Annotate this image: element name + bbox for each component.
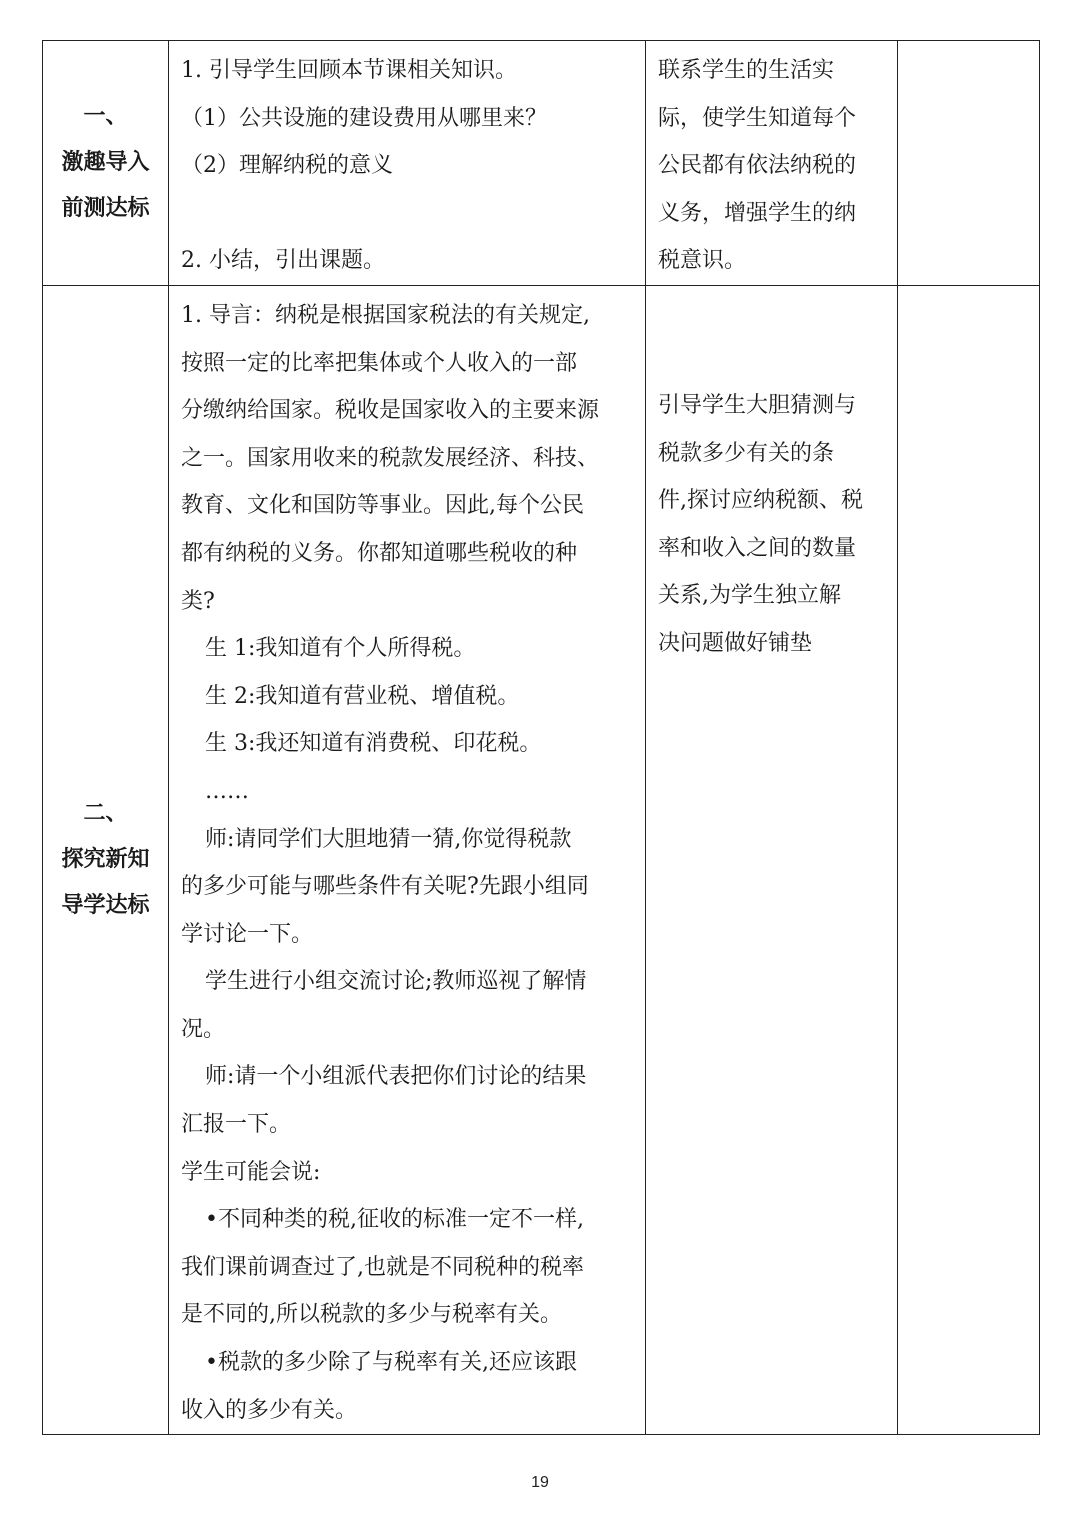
- content-line: 1. 引导学生回顾本节课相关知识。: [181, 58, 517, 83]
- intent-line: 公民都有依法纳税的: [658, 153, 857, 179]
- notes-cell: [898, 41, 1040, 286]
- intent-line: 决问题做好铺垫: [658, 630, 813, 656]
- content-line: 我们课前调查过了,也就是不同税种的税率: [181, 1254, 584, 1280]
- content-gap: [181, 190, 637, 237]
- teaching-content-cell: [169, 285, 646, 1434]
- intent-line: 际，使学生知道每个: [658, 105, 857, 131]
- content-line: 类?: [181, 588, 215, 614]
- content-line: 的多少可能与哪些条件有关呢?先跟小组同: [181, 874, 589, 900]
- stage-cell: [43, 41, 169, 286]
- intent-line: 义务，增强学生的纳: [658, 200, 857, 226]
- content-line: （1）公共设施的建设费用从哪里来？: [181, 105, 547, 131]
- design-intent-cell: [646, 285, 898, 1434]
- teaching-content-cell: [169, 41, 646, 286]
- content-line: 生 2:我知道有营业税、增值税。: [205, 683, 520, 709]
- table-row: [43, 285, 1040, 1434]
- content-line: 收入的多少有关。: [181, 1397, 358, 1423]
- content-line: 生 1:我知道有个人所得税。: [205, 636, 476, 662]
- stage-number: 二、: [83, 801, 128, 827]
- stage-cell: [43, 285, 169, 1434]
- design-intent-cell: [646, 41, 898, 286]
- content-line: ……: [205, 778, 249, 804]
- page-number: 19: [531, 1474, 549, 1491]
- content-line: •不同种类的税,征收的标准一定不一样,: [205, 1207, 584, 1233]
- stage-title-line: 探究新知: [61, 847, 150, 873]
- content-line: 是不同的,所以税款的多少与税率有关。: [181, 1302, 562, 1328]
- content-line: 按照一定的比率把集体或个人收入的一部: [181, 350, 578, 376]
- intent-line: 引导学生大胆猜测与: [658, 392, 857, 418]
- intent-line: 联系学生的生活实: [658, 58, 835, 83]
- content-line: 汇报一下。: [181, 1112, 292, 1138]
- content-line: 2. 小结，引出课题。: [181, 247, 385, 273]
- content-line: 之一。国家用收来的税款发展经济、科技、: [181, 445, 600, 471]
- content-line: 教育、文化和国防等事业。因此,每个公民: [181, 493, 584, 519]
- content-line: （2）理解纳税的意义: [181, 153, 393, 179]
- stage-title-line: 前测达标: [61, 195, 150, 221]
- content-line: 都有纳税的义务。你都知道哪些税收的种: [181, 540, 578, 566]
- intent-line: 税款多少有关的条: [658, 440, 835, 466]
- intent-line: 关系,为学生独立解: [658, 583, 841, 609]
- content-line: 1. 导言：纳税是根据国家税法的有关规定,: [181, 302, 590, 328]
- intent-line: 率和收入之间的数量: [658, 535, 857, 561]
- intent-line: 税意识。: [658, 248, 747, 274]
- content-line: 学生可能会说:: [181, 1159, 321, 1185]
- content-line: 师:请同学们大胆地猜一猜,你觉得税款: [205, 826, 572, 852]
- notes-cell: [898, 285, 1040, 1434]
- content-line: 生 3:我还知道有消费税、印花税。: [205, 731, 542, 757]
- lesson-plan-table: [42, 40, 1040, 1435]
- content-line: 分缴纳给国家。税收是国家收入的主要来源: [181, 398, 600, 424]
- stage-title-line: 导学达标: [61, 893, 150, 919]
- content-line: 学讨论一下。: [181, 921, 314, 947]
- stage-title-line: 激趣导入: [61, 149, 150, 175]
- stage-number: 一、: [83, 103, 128, 129]
- table-row: [43, 41, 1040, 286]
- content-line: 况。: [181, 1016, 226, 1042]
- content-line: 学生进行小组交流讨论;教师巡视了解情: [205, 969, 587, 995]
- content-line: 师:请一个小组派代表把你们讨论的结果: [205, 1064, 587, 1090]
- intent-line: 件,探讨应纳税额、税: [658, 488, 863, 514]
- content-line: •税款的多少除了与税率有关,还应该跟: [205, 1350, 577, 1376]
